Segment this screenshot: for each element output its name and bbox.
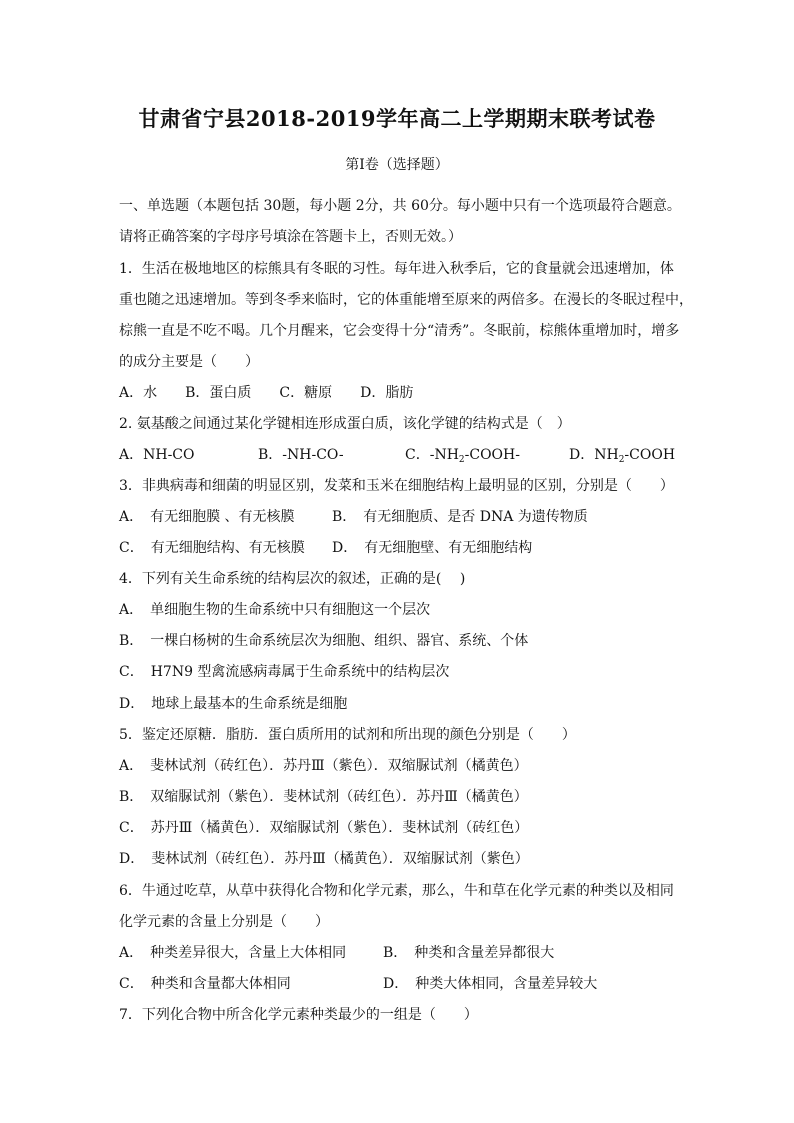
q6-stem-line-1: 6．牛通过吃草，从草中获得化合物和化学元素，那么，牛和草在化学元素的种类以及相同 xyxy=(119,883,674,899)
q1-stem-line-2: 重也随之迅速增加。等到冬季来临时，它的体重能增至原来的两倍多。在漫长的冬眠过程中， xyxy=(119,292,693,308)
q6-option-a: A． 种类差异很大，含量上大体相同 xyxy=(119,945,347,961)
q1-options: A．水 B．蛋白质 C．糖原 D．脂肪 xyxy=(119,385,414,401)
q5-option-d: D． 斐林试剂（砖红色）．苏丹Ⅲ（橘黄色）．双缩脲试剂（紫色） xyxy=(119,851,529,867)
q3-option-c: C． 有无细胞结构、有无核膜 xyxy=(119,540,305,556)
q6-stem-line-2: 化学元素的含量上分别是（ ） xyxy=(119,914,329,930)
q2-option-d: D．$NH_2$-COOH xyxy=(569,447,676,465)
q4-option-a: A． 单细胞生物的生命系统中只有细胞这一个层次 xyxy=(119,602,431,618)
q6-option-b: B． 种类和含量差异都很大 xyxy=(383,945,555,961)
q2-option-a: A．NH-CO xyxy=(119,447,195,463)
q4-option-b: B． 一棵白杨树的生命系统层次为细胞、组织、器官、系统、个体 xyxy=(119,633,529,649)
q3-stem: 3．非典病毒和细菌的明显区别，发菜和玉米在细胞结构上最明显的区别，分别是（ ） xyxy=(119,478,674,494)
q4-option-c: C． H7N9 型禽流感病毒属于生命系统中的结构层次 xyxy=(119,664,450,680)
q5-option-b: B． 双缩脲试剂（紫色）．斐林试剂（砖红色）．苏丹Ⅲ（橘黄色） xyxy=(119,789,528,805)
intro-line-1: 一、单选题（本题包括 30题，每小题 2分，共 60分。每小题中只有一个选项最符合题意。 xyxy=(119,198,681,214)
q6-option-c: C． 种类和含量都大体相同 xyxy=(119,976,291,992)
q2-option-c: C．$-NH_2-COOH-$ xyxy=(405,447,520,465)
q3-option-b: B． 有无细胞质、是否 DNA 为遗传物质 xyxy=(332,509,588,525)
q5-stem: 5．鉴定还原糖．脂肪．蛋白质所用的试剂和所出现的颜色分别是（ ） xyxy=(119,727,576,743)
section-heading: 第Ⅰ卷（选择题） xyxy=(345,157,449,173)
q3-option-a: A． 有无细胞膜 、有无核膜 xyxy=(119,509,295,525)
q1-stem-line-3: 棕熊一直是不吃不喝。几个月醒来，它会变得十分“清秀”。冬眠前，棕熊体重增加时，增多 xyxy=(119,323,680,339)
q4-option-d: D． 地球上最基本的生命系统是细胞 xyxy=(119,696,348,712)
q6-option-d: D． 种类大体相同，含量差异较大 xyxy=(383,976,598,992)
intro-line-2: 请将正确答案的字母序号填涂在答题卡上，否则无效。） xyxy=(119,229,462,245)
q4-stem: 4．下列有关生命系统的结构层次的叙述，正确的是( ) xyxy=(119,571,466,587)
q2-stem: 2. 氨基酸之间通过某化学键相连形成蛋白质，该化学键的结构式是（ ） xyxy=(119,416,571,432)
page-title: 甘肃省宁县2018-2019学年高二上学期期末联考试卷 xyxy=(138,106,656,131)
q7-stem: 7．下列化合物中所含化学元素种类最少的一组是（ ） xyxy=(119,1007,478,1023)
q1-stem-line-1: 1．生活在极地地区的棕熊具有冬眠的习性。每年进入秋季后，它的食量就会迅速增加，体 xyxy=(119,261,674,277)
q2-option-b: B．-NH-CO- xyxy=(258,447,344,463)
q3-option-d: D． 有无细胞壁、有无细胞结构 xyxy=(332,540,533,556)
q1-stem-line-4: 的成分主要是（ ） xyxy=(119,354,259,370)
q5-option-c: C． 苏丹Ⅲ（橘黄色）．双缩脲试剂（紫色）．斐林试剂（砖红色） xyxy=(119,820,529,836)
q5-option-a: A． 斐林试剂（砖红色）．苏丹Ⅲ（紫色）．双缩脲试剂（橘黄色） xyxy=(119,758,528,774)
